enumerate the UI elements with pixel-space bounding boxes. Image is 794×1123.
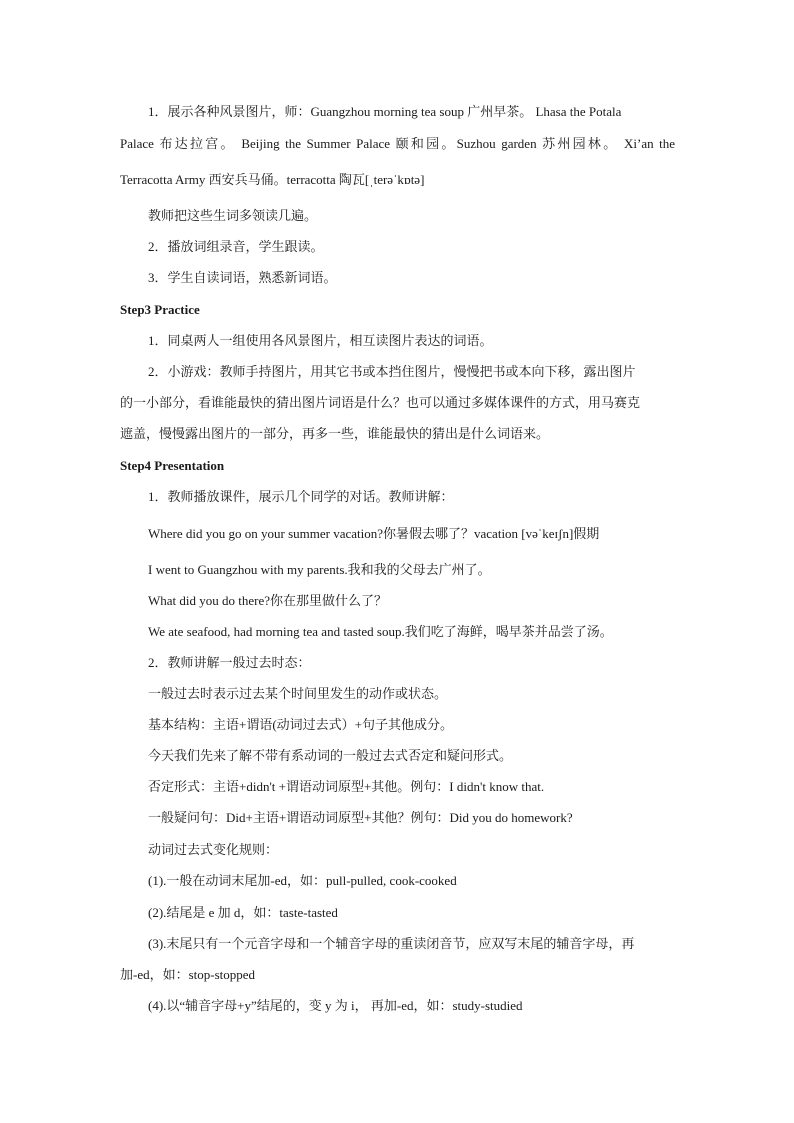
paragraph-line: 教师把这些生词多领读几遍。 — [148, 208, 318, 223]
dialogue-line: Where did you go on your summer vacation?你暑假去哪了？vacation [vəˈkeɪʃn]假期 — [148, 526, 600, 541]
section-heading: Step3 Practice — [120, 302, 200, 317]
rule-item: 加-ed，如：stop-stopped — [120, 967, 256, 982]
paragraph-line: 遮盖，慢慢露出图片的一部分，再多一些，谁能最快的猜出是什么词语来。 — [120, 426, 550, 441]
dialogue-line: I went to Guangzhou with my parents.我和我的父母去广州了。 — [148, 562, 491, 577]
paragraph-line: 一般过去时表示过去某个时间里发生的动作或状态。 — [148, 686, 448, 701]
section-heading: Step4 Presentation — [120, 458, 225, 473]
paragraph-line: Terracotta Army 西安兵马俑。terracotta 陶瓦[ˌterəˈkɒtə] — [120, 172, 425, 187]
paragraph-line: 2．播放词组录音，学生跟读。 — [148, 239, 324, 254]
paragraph-line: 今天我们先来了解不带有系动词的一般过去式否定和疑问形式。 — [148, 748, 513, 763]
rule-item: (4).以“辅音字母+y”结尾的，变 y 为 i， 再加-ed，如：study-studied — [148, 998, 523, 1013]
rule-item: (2).结尾是 e 加 d，如：taste-tasted — [148, 905, 338, 920]
dialogue-line: We ate seafood, had morning tea and tasted soup.我们吃了海鲜，喝早茶并品尝了汤。 — [148, 624, 613, 639]
rule-item: (3).末尾只有一个元音字母和一个辅音字母的重读闭音节，应双写末尾的辅音字母，再 — [148, 936, 635, 951]
paragraph-line: Palace 布达拉宫。 Beijing the Summer Palace 颐和园。Suzhou garden 苏州园林。 Xi’an the — [120, 136, 675, 151]
paragraph-line: 基本结构：主语+谓语(动词过去式）+句子其他成分。 — [148, 717, 453, 732]
paragraph-line: 否定形式：主语+didn't +谓语动词原型+其他。例句：I didn't know that. — [148, 779, 545, 794]
paragraph-line: 1．教师播放课件，展示几个同学的对话。教师讲解： — [148, 489, 454, 504]
paragraph-line: 动词过去式变化规则： — [148, 842, 279, 857]
paragraph-line: 的一小部分，看谁能最快的猜出图片词语是什么？也可以通过多媒体课件的方式，用马赛克 — [120, 395, 641, 410]
dialogue-line: What did you do there?你在那里做什么了？ — [148, 593, 388, 608]
rule-item: (1).一般在动词末尾加-ed，如：pull-pulled, cook-cooked — [148, 873, 457, 888]
paragraph-line: 2．教师讲解一般过去时态： — [148, 655, 311, 670]
paragraph-line: 2．小游戏：教师手持图片，用其它书或本挡住图片，慢慢把书或本向下移，露出图片 — [148, 364, 636, 379]
paragraph-line: 3．学生自读词语，熟悉新词语。 — [148, 270, 337, 285]
paragraph-line: 一般疑问句：Did+主语+谓语动词原型+其他？例句：Did you do homework? — [148, 810, 573, 825]
paragraph-line: 1．展示各种风景图片，师：Guangzhou morning tea soup 广州早茶。 Lhasa the Potala — [148, 104, 622, 119]
paragraph-line: 1．同桌两人一组使用各风景图片，相互读图片表达的词语。 — [148, 333, 493, 348]
